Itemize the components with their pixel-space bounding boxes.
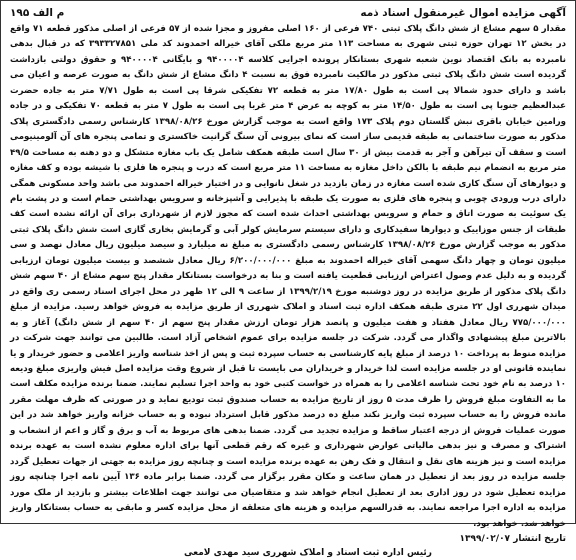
publication-date: تاریخ انتشار ۱۳۹۹/۰۲/۰۷ (459, 533, 566, 544)
notice-title: آگهی مزایده اموال غیرمنقول اسناد ذمه (360, 7, 566, 19)
notice-footer (10, 532, 566, 560)
notice-header (10, 6, 566, 21)
notice-reference: م الف ۱۹۵ (10, 7, 65, 19)
notice-body: مقدار ۵ سهم مشاع از شش دانگ پلاک ثبتی ۷۴۰ فرعی از ۱۶۰ اصلی مفروز و مجزا شده از ۵۷ فرعی از اصلی مذکور قطعه ۷۱ واقع در بخش ۱۲ تهران حوزه ثبتی شهری به مساحت ۱۱۳ متر مربع ملکی آقای خیراله احمدوند کد ملی ۳۹۳۳۲۷۸۵۱ که در قبال بدهی نامبرده به بانک اقتصاد نوین شعبه شهری بستانکار پرونده اجرایی کلاسه ۹۴۰۰۰۰۴ و بایگانی ۹۴۰۰۰۰۴ و حقوق دولتی بازداشت گردیده است شش دانگ پلاک ثبتی مذکور در مالکیت نامبرده فوق به نسبت ۴ دانگ مشاع از شش دانگ به صورت عرصه و اعیان می باشد و دارای حدود شمالا پی است به طول ۱۷/۸۰ متر به قطعه ۷۲ تفکیکی شرقا پی است به طول ۷/۷۱ متر به جاده حضرت عبدالعظیم جنوبا پی است به طول ۱۴/۵۰ متر به کوچه به عرض ۴ متر غربا پی است به طول ۷ متر به قطعه ۷۰ تفکیکی و در جاده ورامین خیابان باقری نبش گلستان دوم پلاک ۱۷۳ واقع است به موجب گزارش مورخ ۱۳۹۸/۰۸/۲۶ کارشناس رسمی دادگستری پلاک مذکور به صورت ساختمانی به طبقه قدیمی ساز است که نمای بیرونی آن سنگ گرانیت خاکستری و تمامی پنجره های آن آلومینیومی است و سقف آن تیرآهن و آجر به قدمت بیش از ۳۰ سال است طبقه همکف شامل یک باب مغازه متشکل و دو دهنه به مساحت ۴۹/۵ متر مربع به انضمام نیم طبقه با بالکن داخل مغازه به مساحت ۱۱ متر مربع است که درب و پنجره ها فلزی با شیشه بوده و کف مغازه و دیوارهای آن سنگ کاری شده است مغازه در زمان بازدید در شغل نانوایی و در اختیار خیراله احمدوند می باشد واحد مسکونی همگی دارای درب ورودی چوبی و پنجره های فلزی به صورت یک طبقه با پذیرایی و آشپزخانه و سرویس بهداشتی حمام است و در پشت بام یک سوئیت به صورت اتاق و حمام و سرویس بهداشتی احداث شده است که مجوز لازم از شهرداری برای آن ارائه نشده است کف طبقات از جنس موزاییک و دیوارها سفیدکاری و دارای سیستم سرمایش کولر آبی و گرمایش بخاری گازی است شش دانگ پلاک ثبتی مذکور به موجب گزارش مورخ ۱۳۹۸/۰۸/۲۶ کارشناس رسمی دادگستری به مبلغ نه میلیارد و سیصد میلیون ریال معادل نهصد و سی میلیون تومان و چهار دانگ سهمی آقای خیراله احمدوند به مبلغ ۶/۲۰۰/۰۰۰/۰۰۰ ریال معادل ششصد و بیست میلیون تومان ارزیابی گردیده و به دلیل عدم وصول اعتراض ارزیابی قطعیت یافته است و بنا به درخواست بستانکار مقدار پنج سهم مشاع از ۴۰ سهم شش دانگ پلاک مذکور از طریق مزایده در روز دوشنبه مورخ ۱۳۹۹/۲/۱۹ از ساعت ۹ الی ۱۲ ظهر در محل اجرای اسناد رسمی ری واقع در میدان شهرری اول ۲۲ متری طبقه همکف اداره ثبت اسناد و املاک شهرری از طریق مزایده به فروش خواهد رسید. مزایده از مبلغ ۷۷۵/۰۰۰/۰۰۰ ریال معادل هفتاد و هفت میلیون و پانصد هزار تومان ارزش مقدار پنج سهم از ۴۰ سهم از شش دانگ) آغاز و به بالاترین مبلغ پیشنهادی واگذار می گردد. شرکت در جلسه مزایده برای عموم اشخاص آزاد است. طالبین می توانند جهت شرکت در مزایده منوط به پرداخت ۱۰ درصد از مبلغ پایه کارشناسی به حساب سپرده ثبت و پس از اخذ شناسه واریز اعلامی و حضور خریدار و یا نماینده قانونی او در جلسه مزایده است لذا خریدار و خریداران می بایست تا قبل از شروع وقت مزایده اصل فیش واریزی مبلغ ودیعه ۱۰ درصد به نام خود تحت شناسه اعلامی را به همراه در خواست کتبی خود به واحد اجرا تسلیم نمایند. ضمنا برنده مزایده مکلف است ما به التفاوت مبلغ فروش را ظرف مدت ۵ روز از تاریخ مزایده به حساب صندوق ثبت تودیع نماید و در صورتی که ظرف مهلت مقرر مانده فروش را به حساب سپرده ثبت واریز نکند مبلغ ده درصد مذکور قابل استرداد نبوده و به حساب خزانه واریز خواهد شد در این صورت عملیات فروش از درجه اعتبار ساقط و مزایده تجدید می گردد. ضمنا بدهی های مربوط به آب و برق و گاز و اعم از انشعاب و اشتراک و مصرف و نیز بدهی مالیاتی عوارض شهرداری و غیره که رقم قطعی آنها برای اداره معلوم نشده است به عهده برنده مزایده است و نیز هزینه های نقل و انتقال و فک رهن به عهده برنده مزایده است و چنانچه روز مزایده به جهتی از جهات تعطیل گردد جلسه مزایده در روز بعد از تعطیل در همان ساعت و مکان مقرر برگزار می گردد. ضمنا برابر ماده ۱۳۶ آیین نامه اجرا چنانچه روز مزایده تعطیل شود در روز اداری بعد از تعطیل انجام خواهد شد و متقاضیان می توانند جهت اطلاعات بیشتر و بازدید از ملک مورد مزایده به اداره اجرا مراجعه نمایند. به قدرالسهم مزایده و هزینه های متعلقه از محل مزایده کسر و مابقی به حساب بستانکار واریز خواهد شد. خواهد بود. (10, 24, 567, 529)
signature-line: رئیس اداره ثبت اسناد و املاک شهرری سید مهدی لامعی (184, 547, 432, 558)
